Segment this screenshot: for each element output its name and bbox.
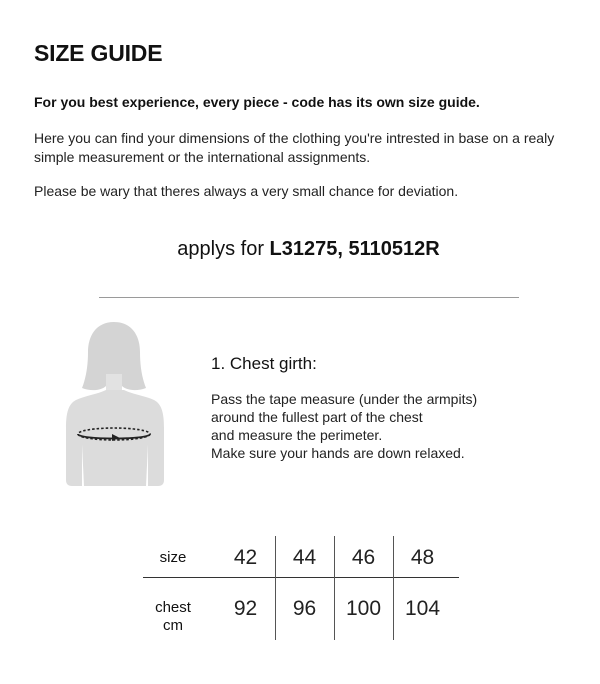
- deviation-note: Please be wary that theres always a very small chance for deviation.: [34, 183, 459, 199]
- size-cell: 42: [233, 546, 258, 569]
- intro-headline: For you best experience, every piece - code has its own size guide.: [34, 94, 480, 110]
- chest-row-label: [143, 599, 203, 635]
- chest-cell: 92: [233, 597, 258, 620]
- product-codes: L31275, 5110512R: [269, 238, 440, 260]
- chest-cell: 100: [345, 597, 382, 620]
- chest-unit-label: cm: [163, 617, 183, 634]
- size-cell: 48: [410, 546, 435, 569]
- instruction-line: and measure the perimeter.: [211, 427, 383, 443]
- page-title: SIZE GUIDE: [34, 40, 163, 66]
- column-divider: [393, 536, 394, 640]
- size-table: [143, 536, 459, 640]
- size-cell: 46: [351, 546, 376, 569]
- torso-silhouette-icon: [62, 318, 167, 490]
- chest-label: chest: [155, 599, 191, 616]
- intro-paragraph: Here you can find your dimensions of the clothing you're intrested in base on a realy simple measurement or the international assignments.: [34, 130, 555, 165]
- column-divider: [334, 536, 335, 640]
- instruction-line: Pass the tape measure (under the armpits): [211, 391, 478, 407]
- column-divider: [275, 536, 276, 640]
- section-divider: [99, 297, 519, 298]
- instruction-line: around the fullest part of the chest: [211, 409, 423, 425]
- size-row-label: size: [159, 549, 187, 566]
- chest-cell: 96: [292, 597, 317, 620]
- table-header-rule: [143, 577, 459, 578]
- measurement-title: 1. Chest girth:: [211, 354, 317, 373]
- instruction-line: Make sure your hands are down relaxed.: [211, 445, 465, 461]
- applies-for-line: [0, 238, 600, 261]
- applies-prefix: applys for: [177, 238, 270, 260]
- size-cell: 44: [292, 546, 317, 569]
- measurement-instructions: [211, 390, 531, 462]
- chest-cell: 104: [404, 597, 441, 620]
